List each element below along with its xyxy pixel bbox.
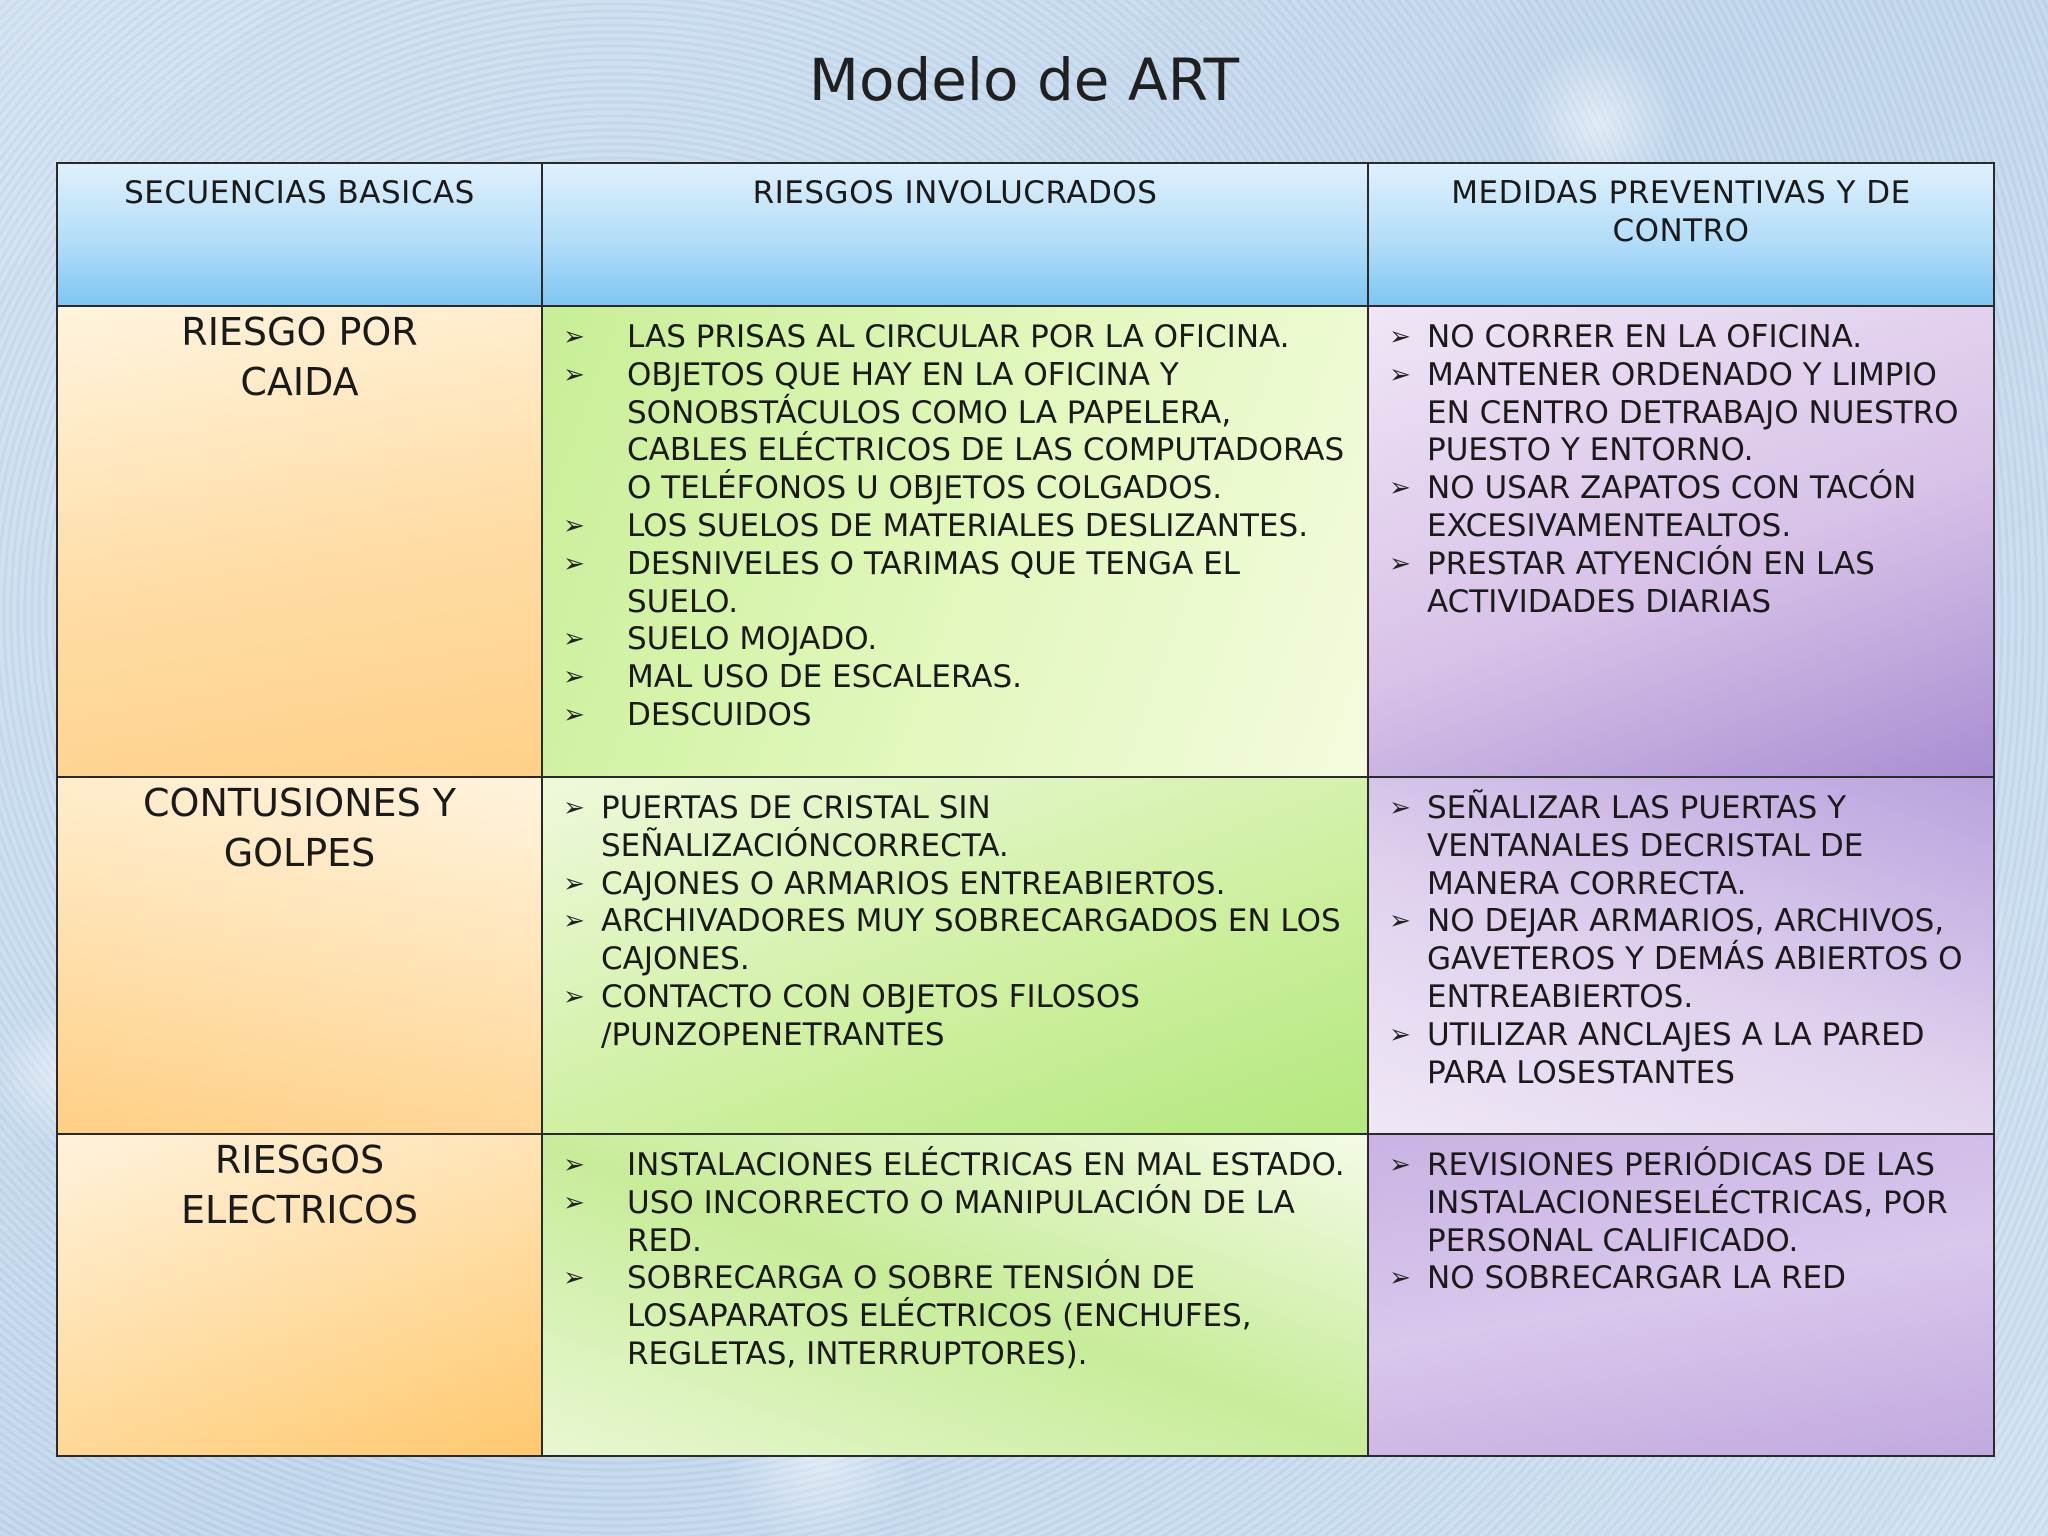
list-item-text: MANTENER ORDENADO Y LIMPIO EN CENTRO DETRABAJO NUESTRO PUESTO Y ENTORNO. [1427,356,1959,469]
list-item-text: CONTACTO CON OBJETOS FILOSOS /PUNZOPENETRANTES [601,978,1140,1053]
table-row [57,1134,1994,1456]
sequence-label: RIESGO POR CAIDA [181,310,418,404]
list-item-text: PRESTAR ATYENCIÓN EN LAS ACTIVIDADES DIARIAS [1427,545,1875,620]
sequence-label: RIESGOS ELECTRICOS [180,1138,419,1232]
list-item [1369,1147,1983,1260]
list-item-text: NO SOBRECARGAR LA RED [1427,1260,1846,1297]
risks-cell [542,777,1368,1134]
list-item [543,1147,1357,1185]
measure-list [1369,778,1993,1092]
arrowhead-bullet-icon: ➢ [1389,1150,1411,1180]
risks-cell [542,306,1368,777]
table-header-row [57,163,1994,306]
list-item-text: SUELO MOJADO. [627,621,878,658]
page-title: Modelo de ART [808,46,1240,114]
arrowhead-bullet-icon: ➢ [1389,793,1411,823]
list-item [543,1185,1357,1261]
measure-list [1369,1135,1993,1298]
list-item [543,546,1357,622]
arrowhead-bullet-icon: ➢ [563,793,585,823]
arrowhead-bullet-icon: ➢ [563,510,585,541]
arrowhead-bullet-icon: ➢ [563,906,585,937]
list-item-text: NO CORRER EN LA OFICINA. [1427,319,1863,355]
list-item [543,357,1357,508]
list-item [543,903,1357,979]
list-item-text: OBJETOS QUE HAY EN LA OFICINA Y SONOBSTÁCULOS COMO LA PAPELERA, CABLES ELÉCTRICOS DE LAS COMPUTADORAS O TELÉFONOS U OBJETOS COLGADOS. [627,356,1345,507]
header-riesgos: RIESGOS INVOLUCRADOS [542,163,1368,306]
list-item [1369,903,1983,1016]
arrowhead-bullet-icon: ➢ [563,359,585,390]
sequence-label: CONTUSIONES Y GOLPES [143,781,456,875]
list-item-text: SOBRECARGA O SOBRE TENSIÓN DE LOSAPARATOS ELÉCTRICOS (ENCHUFES, REGLETAS, INTERRUPTORES). [627,1260,1252,1372]
list-item [1369,1260,1983,1298]
list-item-text: USO INCORRECTO O MANIPULACIÓN DE LA RED. [627,1184,1295,1259]
art-table [56,162,1995,1457]
list-item [543,979,1357,1055]
arrowhead-bullet-icon: ➢ [1389,906,1411,937]
list-item-text: SEÑALIZAR LAS PUERTAS Y VENTANALES DECRISTAL DE MANERA CORRECTA. [1427,790,1864,902]
measures-cell [1368,306,1994,777]
arrowhead-bullet-icon: ➢ [1389,548,1411,579]
list-item [1369,790,1983,903]
list-item [1369,319,1983,357]
measures-cell [1368,777,1994,1134]
header-secuencias: SECUENCIAS BASICAS [57,163,542,306]
header-medidas: MEDIDAS PREVENTIVAS Y DE CONTRO [1368,163,1994,306]
table-row [57,306,1994,777]
list-item-text: DESCUIDOS [627,696,812,733]
arrowhead-bullet-icon: ➢ [1389,473,1411,504]
risk-list [543,1135,1367,1374]
list-item [543,1260,1357,1373]
sequence-cell [57,306,542,777]
list-item-text: CAJONES O ARMARIOS ENTREABIERTOS. [601,865,1226,902]
arrowhead-bullet-icon: ➢ [1389,359,1411,390]
list-item-text: LOS SUELOS DE MATERIALES DESLIZANTES. [627,507,1309,544]
list-item [1369,470,1983,546]
arrowhead-bullet-icon: ➢ [563,1263,585,1294]
list-item [543,866,1357,904]
arrowhead-bullet-icon: ➢ [563,1150,585,1180]
list-item [1369,546,1983,622]
table-row [57,777,1994,1134]
sequence-cell [57,1134,542,1456]
list-item [1369,357,1983,470]
arrowhead-bullet-icon: ➢ [1389,1263,1411,1294]
list-item [543,621,1357,659]
arrowhead-bullet-icon: ➢ [1389,1019,1411,1050]
list-item [543,697,1357,735]
arrowhead-bullet-icon: ➢ [563,548,585,579]
risk-list [543,778,1367,1055]
sequence-cell [57,777,542,1134]
arrowhead-bullet-icon: ➢ [1389,322,1411,352]
list-item-text: NO USAR ZAPATOS CON TACÓN EXCESIVAMENTEALTOS. [1427,470,1917,544]
list-item-text: LAS PRISAS AL CIRCULAR POR LA OFICINA. [627,319,1290,355]
list-item [1369,1017,1983,1093]
arrowhead-bullet-icon: ➢ [563,624,585,655]
measure-list [1369,307,1993,621]
measures-cell [1368,1134,1994,1456]
list-item [543,508,1357,546]
list-item-text: ARCHIVADORES MUY SOBRECARGADOS EN LOS CAJONES. [601,903,1341,978]
list-item [543,790,1357,866]
risk-list [543,307,1367,735]
arrowhead-bullet-icon: ➢ [563,868,585,899]
list-item-text: MAL USO DE ESCALERAS. [627,659,1023,696]
list-item-text: INSTALACIONES ELÉCTRICAS EN MAL ESTADO. [627,1147,1345,1183]
arrowhead-bullet-icon: ➢ [563,322,585,352]
list-item-text: REVISIONES PERIÓDICAS DE LAS INSTALACIONESELÉCTRICAS, POR PERSONAL CALIFICADO. [1427,1147,1948,1259]
arrowhead-bullet-icon: ➢ [563,981,585,1012]
list-item-text: NO DEJAR ARMARIOS, ARCHIVOS, GAVETEROS Y DEMÁS ABIERTOS O ENTREABIERTOS. [1427,903,1963,1015]
arrowhead-bullet-icon: ➢ [563,1187,585,1218]
list-item [543,319,1357,357]
arrowhead-bullet-icon: ➢ [563,662,585,693]
list-item-text: DESNIVELES O TARIMAS QUE TENGA EL SUELO. [627,545,1240,620]
list-item-text: PUERTAS DE CRISTAL SIN SEÑALIZACIÓNCORRECTA. [601,790,1009,864]
risks-cell [542,1134,1368,1456]
list-item-text: UTILIZAR ANCLAJES A LA PARED PARA LOSESTANTES [1427,1016,1925,1091]
list-item [543,659,1357,697]
arrowhead-bullet-icon: ➢ [563,699,585,730]
